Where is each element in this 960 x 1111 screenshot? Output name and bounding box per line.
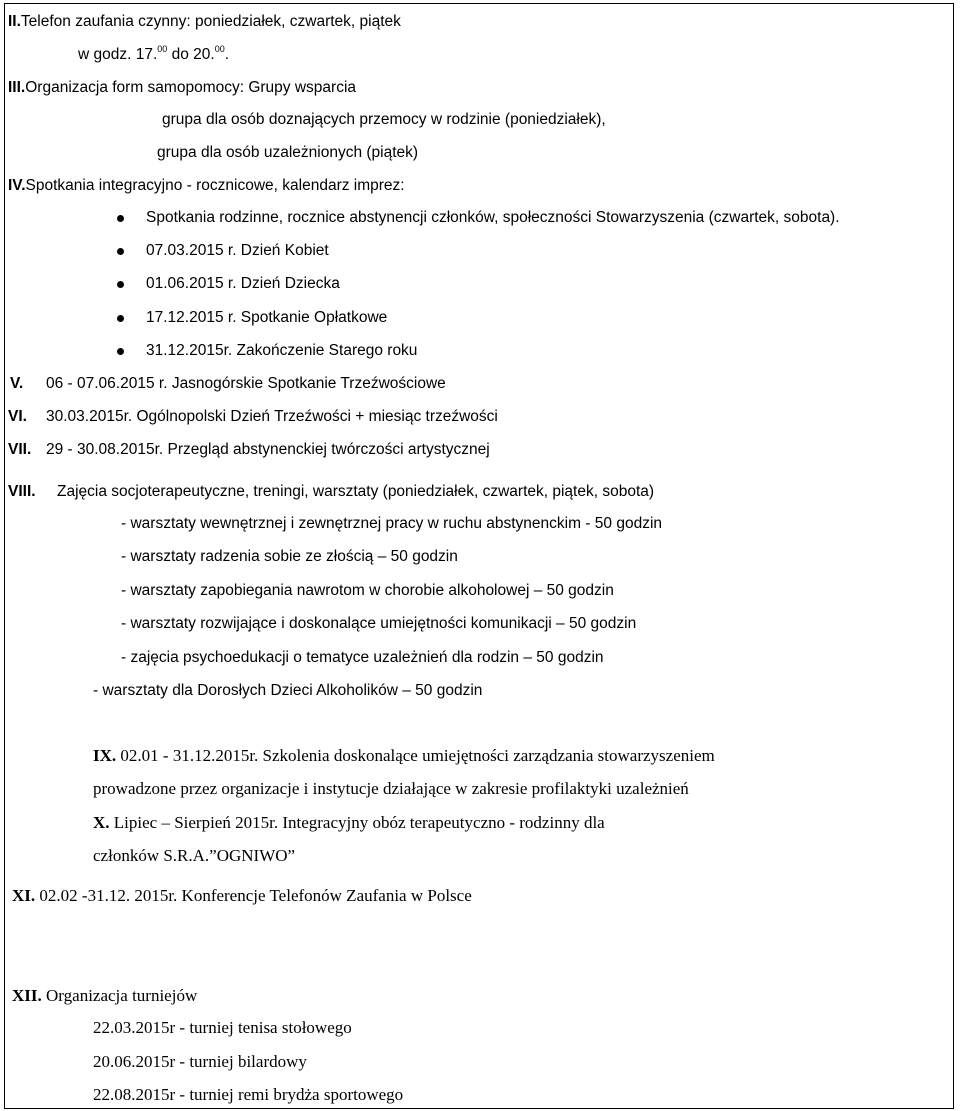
list-item: 17.12.2015 r. Spotkanie Opłatkowe <box>146 309 388 326</box>
hours-superscript: 00 <box>157 44 168 54</box>
section-2-hours <box>78 45 229 65</box>
section-text: 29 - 30.08.2015r. Przegląd abstynenckiej twórczości artystycznej <box>46 441 490 458</box>
bullet-icon <box>117 315 124 322</box>
bullet-icon <box>117 215 124 222</box>
workshop-item: - warsztaty wewnętrznej i zewnętrznej pracy w ruchu abstynenckim - 50 godzin <box>121 515 663 532</box>
section-4-heading <box>8 176 405 196</box>
section-text: 30.03.2015r. Ogólnopolski Dzień Trzeźwości + miesiąc trzeźwości <box>46 408 498 425</box>
list-item: 01.06.2015 r. Dzień Dziecka <box>146 275 340 292</box>
section-number: XI. <box>12 886 36 905</box>
section-2-heading <box>8 12 401 32</box>
section-number: III. <box>8 79 26 96</box>
section-number: IV. <box>8 177 26 194</box>
section-3-line: grupa dla osób doznających przemocy w rodzinie (poniedziałek), <box>162 111 606 128</box>
section-text: Organizacja form samopomocy: Grupy wsparcia <box>25 79 357 96</box>
section-number: XII. <box>12 986 42 1005</box>
section-10-heading <box>93 813 605 833</box>
section-text: 06 - 07.06.2015 r. Jasnogórskie Spotkanie Trzeźwościowe <box>46 375 446 392</box>
bullet-icon <box>117 248 124 255</box>
workshop-item: - warsztaty rozwijające i doskonalące umiejętności komunikacji – 50 godzin <box>121 615 637 632</box>
tournament-item: 20.06.2015r - turniej bilardowy <box>93 1052 307 1071</box>
section-7 <box>8 440 490 460</box>
workshop-item: - warsztaty zapobiegania nawrotom w chorobie alkoholowej – 50 godzin <box>121 582 614 599</box>
section-3-line: grupa dla osób uzależnionych (piątek) <box>157 144 419 161</box>
section-8-heading <box>8 482 654 502</box>
tournament-item: 22.08.2015r - turniej remi brydża sportowego <box>93 1085 404 1104</box>
section-number: VIII. <box>8 483 36 500</box>
workshop-item: - zajęcia psychoedukacji o tematyce uzależnień dla rodzin – 50 godzin <box>121 649 604 666</box>
section-12-heading <box>12 986 197 1006</box>
hours-superscript: 00 <box>214 44 225 54</box>
section-text: 02.01 - 31.12.2015r. Szkolenia doskonalące umiejętności zarządzania stowarzyszeniem <box>120 746 715 765</box>
hours-text: w godz. 17. <box>78 46 158 63</box>
section-text: Telefon zaufania czynny: poniedziałek, czwartek, piątek <box>20 13 401 30</box>
section-text: Organizacja turniejów <box>46 986 198 1005</box>
list-item: 31.12.2015r. Zakończenie Starego roku <box>146 342 418 359</box>
section-3-heading <box>8 78 356 98</box>
section-9-line: prowadzone przez organizacje i instytucje działające w zakresie profilaktyki uzależnień <box>93 779 689 798</box>
section-11 <box>12 886 472 906</box>
workshop-item: - warsztaty radzenia sobie ze złością – 50 godzin <box>121 548 458 565</box>
section-text: Spotkania integracyjno - rocznicowe, kalendarz imprez: <box>25 177 405 194</box>
section-text: 02.02 -31.12. 2015r. Konferencje Telefonów Zaufania w Polsce <box>39 886 472 905</box>
section-number: VI. <box>8 408 27 425</box>
section-number: VII. <box>8 441 32 458</box>
section-text: Zajęcia socjoterapeutyczne, treningi, warsztaty (poniedziałek, czwartek, piątek, sobota) <box>57 483 655 500</box>
section-number: IX. <box>93 746 117 765</box>
section-number: X. <box>93 813 110 832</box>
section-9-heading <box>93 746 715 766</box>
section-number: V. <box>10 375 24 392</box>
section-5 <box>10 374 446 394</box>
section-10-line: członków S.R.A.”OGNIWO” <box>93 846 296 865</box>
hours-text: do 20. <box>167 46 215 63</box>
tournament-item: 22.03.2015r - turniej tenisa stołowego <box>93 1018 352 1037</box>
list-item: Spotkania rodzinne, rocznice abstynencji członków, społeczności Stowarzyszenia (czwartek, sobota). <box>146 209 840 226</box>
hours-text: . <box>224 46 230 63</box>
section-6 <box>8 407 498 427</box>
section-number: II. <box>8 13 21 30</box>
workshop-item: - warsztaty dla Dorosłych Dzieci Alkoholików – 50 godzin <box>93 682 483 699</box>
bullet-icon <box>117 281 124 288</box>
bullet-icon <box>117 348 124 355</box>
section-text: Lipiec – Sierpień 2015r. Integracyjny obóz terapeutyczno - rodzinny dla <box>113 813 605 832</box>
list-item: 07.03.2015 r. Dzień Kobiet <box>146 242 329 259</box>
